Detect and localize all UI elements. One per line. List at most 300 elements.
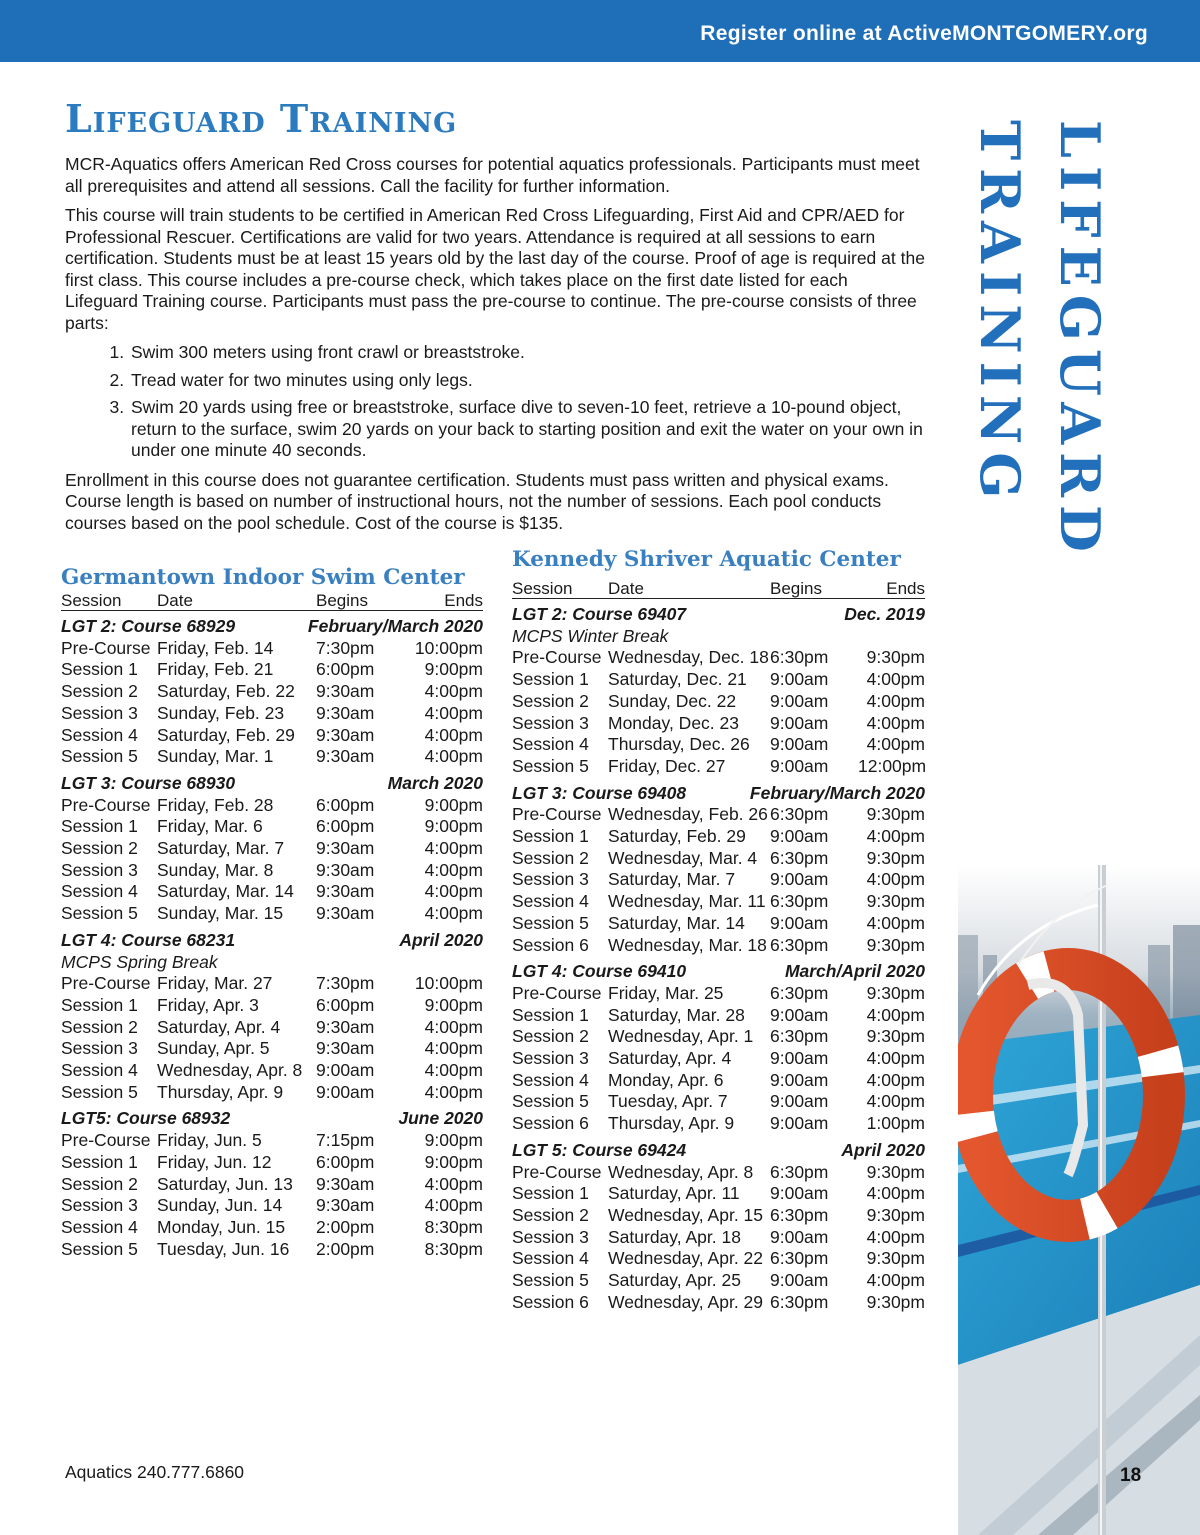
session-row (61, 973, 483, 995)
session-row (61, 1038, 483, 1060)
session-begins: 6:00pm (316, 794, 375, 815)
session-row (512, 983, 925, 1005)
session-date: Friday, Feb. 21 (157, 659, 274, 680)
session-row (61, 1152, 483, 1174)
session-ends: 10:00pm (414, 973, 483, 994)
session-date: Tuesday, Jun. 16 (157, 1238, 290, 1259)
session-ends: 9:00pm (424, 816, 483, 837)
session-row (512, 1091, 925, 1113)
session-ends: 10:00pm (414, 637, 483, 658)
column-header-session: Session (61, 591, 122, 610)
session-begins: 6:30pm (770, 1248, 829, 1269)
aquatics-phone: Aquatics 240.777.6860 (65, 1462, 245, 1482)
session-session: Session 5 (512, 755, 589, 776)
session-row (512, 647, 925, 669)
session-row (61, 1130, 483, 1152)
session-session: Pre-Course (512, 647, 602, 668)
session-begins: 6:30pm (770, 647, 829, 668)
session-row (61, 1239, 483, 1261)
session-row (61, 816, 483, 838)
session-ends: 4:00pm (424, 1173, 483, 1194)
session-ends: 9:30pm (866, 647, 925, 668)
session-ends: 4:00pm (424, 702, 483, 723)
session-date: Wednesday, Dec. 18 (608, 647, 769, 668)
session-date: Saturday, Feb. 29 (157, 724, 295, 745)
session-ends: 4:00pm (424, 838, 483, 859)
session-ends: 4:00pm (424, 746, 483, 767)
course-period: March 2020 (387, 772, 483, 793)
course-period: April 2020 (399, 929, 483, 950)
session-row (61, 795, 483, 817)
session-row (61, 1060, 483, 1082)
intro-text (65, 154, 925, 542)
session-session: Session 4 (61, 881, 138, 902)
session-date: Friday, Apr. 3 (157, 994, 259, 1015)
column-header-begins: Begins (770, 579, 822, 598)
session-session: Session 1 (512, 1183, 589, 1204)
session-session: Session 5 (512, 1270, 589, 1291)
column-header-begins: Begins (316, 591, 368, 610)
session-begins: 9:00am (770, 869, 829, 890)
session-begins: 9:00am (770, 1113, 829, 1134)
session-ends: 9:30pm (866, 1248, 925, 1269)
session-ends: 9:30pm (866, 847, 925, 868)
session-date: Tuesday, Apr. 7 (608, 1091, 728, 1112)
session-row (512, 804, 925, 826)
session-session: Session 1 (61, 659, 138, 680)
session-begins: 6:00pm (316, 994, 375, 1015)
session-date: Friday, Mar. 25 (608, 982, 724, 1003)
session-session: Pre-Course (61, 637, 151, 658)
session-ends: 9:00pm (424, 1130, 483, 1151)
course-heading (512, 961, 925, 983)
session-date: Friday, Feb. 28 (157, 794, 274, 815)
session-row (512, 669, 925, 691)
step-item: 2. Tread water for two minutes using only legs. (129, 370, 925, 392)
session-row (512, 1113, 925, 1135)
session-ends: 9:30pm (866, 891, 925, 912)
intro-paragraph-1: MCR-Aquatics offers American Red Cross courses for potential aquatics professionals. Participants must meet all prerequisites and attend all sessions. Call the facility for further information. (65, 154, 920, 196)
session-ends: 4:00pm (866, 1069, 925, 1090)
session-ends: 4:00pm (866, 912, 925, 933)
course-title: LGT 4: Course 69410 (512, 961, 687, 982)
session-begins: 9:30am (316, 724, 375, 745)
session-row (61, 1017, 483, 1039)
session-begins: 9:30am (316, 1038, 375, 1059)
session-row (61, 703, 483, 725)
session-ends: 4:00pm (866, 1270, 925, 1291)
session-begins: 9:00am (316, 1081, 375, 1102)
session-begins: 6:30pm (770, 982, 829, 1003)
session-session: Session 4 (512, 891, 589, 912)
session-date: Wednesday, Feb. 26 (608, 804, 768, 825)
session-begins: 9:00am (770, 1270, 829, 1291)
session-date: Friday, Jun. 5 (157, 1130, 262, 1151)
session-date: Thursday, Apr. 9 (608, 1113, 735, 1134)
session-date: Wednesday, Apr. 8 (157, 1060, 303, 1081)
session-row (512, 1005, 925, 1027)
register-online-text: Register online at ActiveMONTGOMERY.org (700, 22, 1148, 45)
session-session: Session 1 (512, 826, 589, 847)
session-begins: 9:00am (770, 826, 829, 847)
column-header-ends: Ends (886, 579, 925, 598)
session-ends: 9:30pm (866, 982, 925, 1003)
session-ends: 4:00pm (424, 881, 483, 902)
session-begins: 9:00am (770, 1226, 829, 1247)
course-note: MCPS Spring Break (61, 951, 218, 972)
session-row (512, 869, 925, 891)
session-session: Session 4 (61, 1060, 138, 1081)
session-begins: 6:30pm (770, 804, 829, 825)
session-begins: 9:30am (316, 1016, 375, 1037)
session-row (512, 1270, 925, 1292)
session-date: Friday, Mar. 27 (157, 973, 273, 994)
session-session: Session 5 (61, 903, 138, 924)
page-number: 18 (1120, 1465, 1142, 1486)
session-row (512, 734, 925, 756)
session-ends: 4:00pm (866, 1226, 925, 1247)
germantown-schedule (61, 590, 483, 1260)
session-row (61, 838, 483, 860)
session-row (512, 1026, 925, 1048)
session-ends: 4:00pm (424, 1060, 483, 1081)
session-ends: 9:30pm (866, 804, 925, 825)
session-begins: 9:00am (770, 1091, 829, 1112)
pool-lifebuoy-image (958, 865, 1200, 1535)
session-session: Pre-Course (512, 804, 602, 825)
session-date: Sunday, Feb. 23 (157, 702, 285, 723)
session-begins: 6:30pm (770, 847, 829, 868)
pre-course-steps (129, 342, 925, 462)
session-begins: 9:00am (770, 1183, 829, 1204)
session-ends: 4:00pm (424, 681, 483, 702)
session-ends: 4:00pm (866, 869, 925, 890)
session-session: Session 2 (61, 1173, 138, 1194)
course-title: LGT5: Course 68932 (61, 1108, 231, 1129)
session-ends: 4:00pm (424, 1081, 483, 1102)
session-begins: 9:30am (316, 881, 375, 902)
session-begins: 9:00am (770, 1069, 829, 1090)
session-ends: 4:00pm (424, 724, 483, 745)
session-date: Saturday, Mar. 7 (157, 838, 285, 859)
session-begins: 9:30am (316, 702, 375, 723)
intro-paragraph-2: This course will train students to be certified in American Red Cross Lifeguarding, First Aid and CPR/AED for Professional Rescuer. Certifications are valid for two years. Attendance is required at all sessions to earn certification. Students must be at least 15 years old by the last day of the course. Proof of age is required at the first class. This course includes a pre-course check, which takes place on the first date listed for each Lifeguard Training course. Participants must pass the pre-course to continue. The pre-course consists of three parts: (65, 205, 925, 333)
session-ends: 4:00pm (424, 903, 483, 924)
session-date: Saturday, Apr. 11 (608, 1183, 740, 1204)
schedule-header (512, 578, 925, 599)
session-ends: 4:00pm (424, 1038, 483, 1059)
session-session: Session 3 (512, 1226, 589, 1247)
session-date: Wednesday, Mar. 18 (608, 934, 767, 955)
session-date: Thursday, Dec. 26 (608, 734, 750, 755)
session-date: Saturday, Feb. 29 (608, 826, 746, 847)
session-begins: 9:00am (770, 669, 829, 690)
session-ends: 9:30pm (866, 1161, 925, 1182)
course-note: MCPS Winter Break (512, 625, 669, 646)
session-row (61, 903, 483, 925)
course-heading (61, 773, 483, 795)
session-session: Session 5 (512, 912, 589, 933)
session-session: Session 3 (61, 859, 138, 880)
session-begins: 9:00am (770, 712, 829, 733)
session-ends: 4:00pm (866, 1004, 925, 1025)
session-ends: 9:30pm (866, 1291, 925, 1312)
session-begins: 9:00am (770, 1048, 829, 1069)
session-row (512, 913, 925, 935)
session-date: Sunday, Dec. 22 (608, 690, 737, 711)
top-banner (0, 0, 1200, 62)
session-begins: 9:30am (316, 681, 375, 702)
session-date: Saturday, Mar. 28 (608, 1004, 745, 1025)
step-item: 1. Swim 300 meters using front crawl or breaststroke. (129, 342, 925, 364)
kennedy-schedule (512, 578, 925, 1314)
session-date: Sunday, Mar. 15 (157, 903, 284, 924)
session-session: Session 5 (512, 1091, 589, 1112)
session-session: Pre-Course (512, 1161, 602, 1182)
session-date: Thursday, Apr. 9 (157, 1081, 284, 1102)
session-session: Session 5 (61, 746, 138, 767)
session-session: Session 6 (512, 1113, 589, 1134)
session-row (512, 848, 925, 870)
session-row (512, 1205, 925, 1227)
course-period: Dec. 2019 (844, 604, 925, 624)
session-session: Session 3 (61, 1038, 138, 1059)
course-period: April 2020 (841, 1139, 925, 1160)
session-row (61, 1174, 483, 1196)
session-session: Session 5 (61, 1081, 138, 1102)
session-session: Pre-Course (61, 794, 151, 815)
session-begins: 7:15pm (316, 1130, 375, 1151)
session-session: Session 3 (61, 1195, 138, 1216)
session-row (512, 1248, 925, 1270)
session-date: Saturday, Jun. 13 (157, 1173, 293, 1194)
course-heading (512, 1140, 925, 1162)
session-begins: 6:00pm (316, 816, 375, 837)
session-begins: 9:00am (316, 1060, 375, 1081)
session-date: Wednesday, Mar. 11 (608, 891, 766, 912)
session-row (512, 891, 925, 913)
session-ends: 9:00pm (424, 994, 483, 1015)
session-session: Session 3 (512, 712, 589, 733)
session-date: Saturday, Mar. 7 (608, 869, 736, 890)
session-row (61, 725, 483, 747)
session-begins: 6:30pm (770, 891, 829, 912)
session-begins: 7:30pm (316, 973, 375, 994)
session-ends: 4:00pm (866, 690, 925, 711)
session-begins: 9:30am (316, 746, 375, 767)
session-row (61, 1195, 483, 1217)
session-session: Session 2 (512, 690, 589, 711)
session-row (512, 1292, 925, 1314)
session-date: Saturday, Apr. 4 (157, 1016, 281, 1037)
session-session: Session 1 (61, 1151, 138, 1172)
column-header-date: Date (608, 579, 644, 598)
session-ends: 4:00pm (424, 859, 483, 880)
session-begins: 9:30am (316, 1173, 375, 1194)
session-session: Session 1 (61, 816, 138, 837)
session-row (512, 1070, 925, 1092)
session-row (61, 860, 483, 882)
session-ends: 9:30pm (866, 1026, 925, 1047)
session-session: Session 4 (512, 1248, 589, 1269)
column-header-session: Session (512, 579, 573, 598)
session-session: Session 4 (61, 724, 138, 745)
session-session: Session 3 (512, 1048, 589, 1069)
session-row (61, 1217, 483, 1239)
session-begins: 2:00pm (316, 1238, 375, 1259)
session-date: Friday, Jun. 12 (157, 1151, 272, 1172)
session-ends: 4:00pm (866, 826, 925, 847)
course-period: March/April 2020 (784, 961, 925, 982)
course-period: February/March 2020 (749, 782, 925, 803)
session-row (61, 995, 483, 1017)
session-row (512, 713, 925, 735)
session-date: Saturday, Apr. 25 (608, 1270, 741, 1291)
session-ends: 9:00pm (424, 794, 483, 815)
session-ends: 9:00pm (424, 1151, 483, 1172)
session-date: Monday, Apr. 6 (608, 1069, 724, 1090)
kennedy-title: Kennedy Shriver Aquatic Center (512, 547, 901, 572)
session-begins: 6:00pm (316, 1151, 375, 1172)
germantown-title: Germantown Indoor Swim Center (61, 565, 465, 590)
session-ends: 4:00pm (866, 1048, 925, 1069)
intro-paragraph-3: Enrollment in this course does not guarantee certification. Students must pass written and physical exams. Course length is based on number of instructional hours, not the number of sessions. Each pool conducts courses based on the pool schedule. Cost of the course is $135. (65, 469, 889, 533)
session-ends: 4:00pm (866, 734, 925, 755)
session-begins: 6:00pm (316, 659, 375, 680)
course-title: LGT 4: Course 68231 (61, 929, 236, 950)
session-date: Wednesday, Apr. 22 (608, 1248, 764, 1269)
course-heading (512, 604, 925, 626)
session-row (61, 881, 483, 903)
session-session: Session 2 (61, 681, 138, 702)
schedule-header (61, 590, 483, 611)
page-title: Lifeguard Training (65, 96, 458, 141)
session-session: Session 1 (512, 669, 589, 690)
session-session: Session 2 (512, 1204, 589, 1225)
session-begins: 2:00pm (316, 1216, 375, 1237)
session-begins: 9:00am (770, 734, 829, 755)
session-begins: 6:30pm (770, 1026, 829, 1047)
session-date: Sunday, Jun. 14 (157, 1195, 283, 1216)
session-date: Friday, Feb. 14 (157, 637, 274, 658)
session-begins: 9:00am (770, 690, 829, 711)
session-begins: 9:00am (770, 755, 829, 776)
session-begins: 6:30pm (770, 1204, 829, 1225)
session-begins: 9:00am (770, 912, 829, 933)
course-heading (61, 930, 483, 952)
session-row (512, 826, 925, 848)
session-row (61, 681, 483, 703)
session-session: Session 4 (512, 1069, 589, 1090)
session-date: Sunday, Mar. 8 (157, 859, 274, 880)
session-date: Saturday, Mar. 14 (608, 912, 745, 933)
session-session: Pre-Course (61, 1130, 151, 1151)
session-begins: 9:30am (316, 859, 375, 880)
session-session: Session 5 (61, 1238, 138, 1259)
course-heading (61, 616, 483, 638)
session-ends: 4:00pm (866, 1091, 925, 1112)
session-date: Wednesday, Apr. 29 (608, 1291, 764, 1312)
session-session: Session 6 (512, 1291, 589, 1312)
session-session: Session 4 (512, 734, 589, 755)
course-title: LGT 5: Course 69424 (512, 1139, 687, 1160)
session-row (61, 1082, 483, 1104)
session-date: Wednesday, Apr. 1 (608, 1026, 754, 1047)
session-begins: 7:30pm (316, 637, 375, 658)
session-ends: 4:00pm (866, 1183, 925, 1204)
session-date: Wednesday, Apr. 15 (608, 1204, 764, 1225)
session-row (61, 659, 483, 681)
session-row (512, 1162, 925, 1184)
session-row (61, 746, 483, 768)
session-ends: 9:00pm (424, 659, 483, 680)
session-ends: 9:30pm (866, 934, 925, 955)
session-row (61, 638, 483, 660)
session-session: Session 2 (512, 847, 589, 868)
session-session: Session 3 (61, 702, 138, 723)
session-begins: 9:30am (316, 838, 375, 859)
session-row (512, 935, 925, 957)
course-title: LGT 2: Course 69407 (512, 604, 687, 624)
session-date: Monday, Jun. 15 (157, 1216, 286, 1237)
session-date: Monday, Dec. 23 (608, 712, 739, 733)
session-ends: 8:30pm (424, 1216, 483, 1237)
course-period: February/March 2020 (307, 616, 483, 636)
session-session: Session 3 (512, 869, 589, 890)
session-ends: 12:00pm (858, 755, 927, 776)
session-row (512, 691, 925, 713)
session-begins: 6:30pm (770, 934, 829, 955)
session-ends: 1:00pm (866, 1113, 925, 1134)
session-begins: 9:30am (316, 1195, 375, 1216)
session-session: Session 4 (61, 1216, 138, 1237)
course-heading (512, 783, 925, 805)
session-session: Session 1 (61, 994, 138, 1015)
session-ends: 4:00pm (424, 1195, 483, 1216)
session-session: Pre-Course (512, 982, 602, 1003)
session-begins: 9:30am (316, 903, 375, 924)
session-begins: 6:30pm (770, 1161, 829, 1182)
session-row (512, 1048, 925, 1070)
session-date: Friday, Dec. 27 (608, 755, 726, 776)
course-title: LGT 3: Course 68930 (61, 772, 236, 793)
course-title: LGT 3: Course 69408 (512, 782, 687, 803)
column-header-ends: Ends (444, 591, 483, 610)
session-session: Session 6 (512, 934, 589, 955)
session-date: Wednesday, Apr. 8 (608, 1161, 754, 1182)
step-item: 3. Swim 20 yards using free or breaststroke, surface dive to seven-10 feet, retrieve a 10-pound object, return to the surface, swim 20 yards on your back to starting position and exit the water on your own in under one minute 40 seconds. (129, 397, 925, 462)
session-date: Saturday, Apr. 18 (608, 1226, 741, 1247)
session-date: Saturday, Mar. 14 (157, 881, 294, 902)
session-begins: 9:00am (770, 1004, 829, 1025)
session-date: Friday, Mar. 6 (157, 816, 263, 837)
column-header-date: Date (157, 591, 193, 610)
session-begins: 6:30pm (770, 1291, 829, 1312)
session-session: Session 2 (61, 838, 138, 859)
session-row (512, 756, 925, 778)
side-title: LIFEGUARD TRAINING (968, 120, 1112, 560)
course-title: LGT 2: Course 68929 (61, 616, 236, 636)
course-period: June 2020 (398, 1108, 483, 1129)
session-date: Wednesday, Mar. 4 (608, 847, 758, 868)
session-date: Saturday, Apr. 4 (608, 1048, 732, 1069)
session-ends: 4:00pm (866, 712, 925, 733)
session-ends: 4:00pm (866, 669, 925, 690)
session-row (512, 1227, 925, 1249)
session-date: Saturday, Feb. 22 (157, 681, 295, 702)
session-row (512, 1183, 925, 1205)
session-session: Pre-Course (61, 973, 151, 994)
